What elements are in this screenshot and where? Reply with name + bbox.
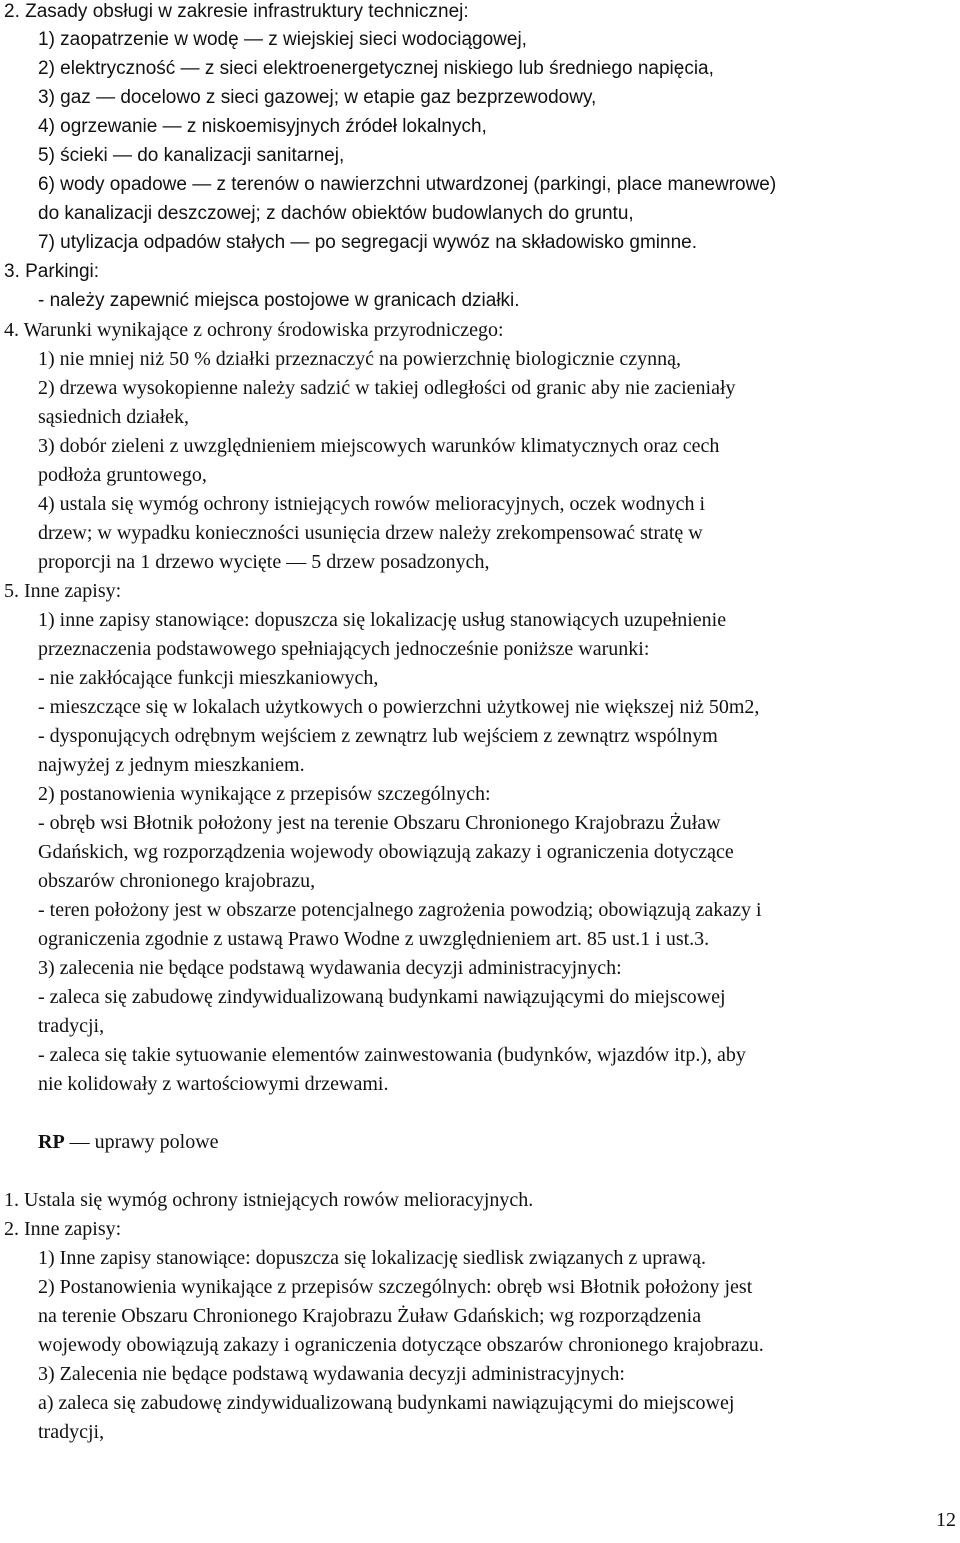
- text-line: - zaleca się takie sytuowanie elementów zainwestowania (budynków, wjazdów itp.), aby: [38, 1044, 746, 1066]
- text-line: 3) gaz — docelowo z sieci gazowej; w etapie gaz bezprzewodowy,: [38, 87, 597, 108]
- text-line: - mieszczące się w lokalach użytkowych o powierzchni użytkowej nie większej niż 50m2,: [38, 696, 760, 718]
- text-line: 3) zalecenia nie będące podstawą wydawania decyzji administracyjnych:: [38, 957, 622, 979]
- text-line: na terenie Obszaru Chronionego Krajobrazu Żuław Gdańskich; wg rozporządzenia: [38, 1305, 702, 1327]
- text-line: tradycji,: [38, 1421, 105, 1443]
- text-line: 5) ścieki — do kanalizacji sanitarnej,: [38, 145, 345, 166]
- text-line: - dysponujących odrębnym wejściem z zewnątrz lub wejściem z zewnątrz wspólnym: [38, 725, 718, 747]
- text-line: 2. Inne zapisy:: [4, 1218, 122, 1240]
- text-line: - obręb wsi Błotnik położony jest na terenie Obszaru Chronionego Krajobrazu Żuław: [38, 812, 721, 834]
- text-line: nie kolidowały z wartościowymi drzewami.: [38, 1073, 389, 1095]
- text-line: Gdańskich, wg rozporządzenia wojewody obowiązują zakazy i ograniczenia dotyczące: [38, 841, 734, 863]
- text-line: 1) zaopatrzenie w wodę — z wiejskiej sieci wodociągowej,: [38, 29, 527, 50]
- text-line: ograniczenia zgodnie z ustawą Prawo Wodne z uwzględnieniem art. 85 ust.1 i ust.3.: [38, 928, 710, 950]
- text-line: obszarów chronionego krajobrazu,: [38, 870, 316, 892]
- text-line: podłoża gruntowego,: [38, 464, 207, 486]
- text-line: do kanalizacji deszczowej; z dachów obiektów budowlanych do gruntu,: [38, 203, 634, 224]
- text-line: 1) Inne zapisy stanowiące: dopuszcza się lokalizację siedlisk związanych z uprawą.: [38, 1247, 707, 1269]
- text-line: 7) utylizacja odpadów stałych — po segregacji wywóz na składowisko gminne.: [38, 232, 697, 253]
- text-line: 4) ustala się wymóg ochrony istniejących rowów melioracyjnych, oczek wodnych i: [38, 493, 706, 515]
- text-line: 4. Warunki wynikające z ochrony środowiska przyrodniczego:: [4, 319, 504, 341]
- text-line: 1. Ustala się wymóg ochrony istniejących rowów melioracyjnych.: [4, 1189, 534, 1211]
- text-line: 3. Parkingi:: [4, 261, 100, 282]
- text-line: - zaleca się zabudowę zindywidualizowaną budynkami nawiązującymi do miejscowej: [38, 986, 726, 1008]
- text-line: wojewody obowiązują zakazy i ograniczenia dotyczące obszarów chronionego krajobrazu.: [38, 1334, 764, 1356]
- text-line: 4) ogrzewanie — z niskoemisyjnych źródeł lokalnych,: [38, 116, 487, 137]
- page-number: 12: [936, 1509, 956, 1531]
- text-line: drzew; w wypadku konieczności usunięcia drzew należy zrekompensować stratę w: [38, 522, 703, 544]
- text-line: 2) Postanowienia wynikające z przepisów szczególnych: obręb wsi Błotnik położony jest: [38, 1276, 753, 1298]
- text-line: 2. Zasady obsługi w zakresie infrastruktury technicznej:: [4, 1, 469, 22]
- text-line: proporcji na 1 drzewo wycięte — 5 drzew posadzonych,: [38, 551, 490, 573]
- text-line: 2) elektryczność — z sieci elektroenergetycznej niskiego lub średniego napięcia,: [38, 58, 714, 79]
- section-code: RP: [38, 1131, 65, 1153]
- text-line: [38, 1130, 219, 1154]
- text-line: - nie zakłócające funkcji mieszkaniowych,: [38, 667, 379, 689]
- text-line: 1) nie mniej niż 50 % działki przeznaczyć na powierzchnię biologicznie czynną,: [38, 348, 682, 370]
- text-line: przeznaczenia podstawowego spełniających jednocześnie poniższe warunki:: [38, 638, 650, 660]
- text-line: a) zaleca się zabudowę zindywidualizowaną budynkami nawiązującymi do miejscowej: [38, 1392, 735, 1414]
- text-line: 3) Zalecenia nie będące podstawą wydawania decyzji administracyjnych:: [38, 1363, 625, 1385]
- text-line: 2) postanowienia wynikające z przepisów szczególnych:: [38, 783, 491, 805]
- section-title: — uprawy polowe: [64, 1131, 219, 1153]
- text-line: - należy zapewnić miejsca postojowe w granicach działki.: [38, 290, 520, 311]
- text-line: sąsiednich działek,: [38, 406, 190, 428]
- text-line: - teren położony jest w obszarze potencjalnego zagrożenia powodzią; obowiązują zakazy i: [38, 899, 762, 921]
- text-line: 5. Inne zapisy:: [4, 580, 122, 602]
- text-line: 1) inne zapisy stanowiące: dopuszcza się lokalizację usług stanowiących uzupełnienie: [38, 609, 727, 631]
- text-line: najwyżej z jednym mieszkaniem.: [38, 754, 305, 776]
- text-line: 3) dobór zieleni z uwzględnieniem miejscowych warunków klimatycznych oraz cech: [38, 435, 720, 457]
- text-line: 2) drzewa wysokopienne należy sadzić w takiej odległości od granic aby nie zacieniały: [38, 377, 736, 399]
- text-line: 6) wody opadowe — z terenów o nawierzchni utwardzonej (parkingi, place manewrowe): [38, 174, 777, 195]
- text-line: tradycji,: [38, 1015, 105, 1037]
